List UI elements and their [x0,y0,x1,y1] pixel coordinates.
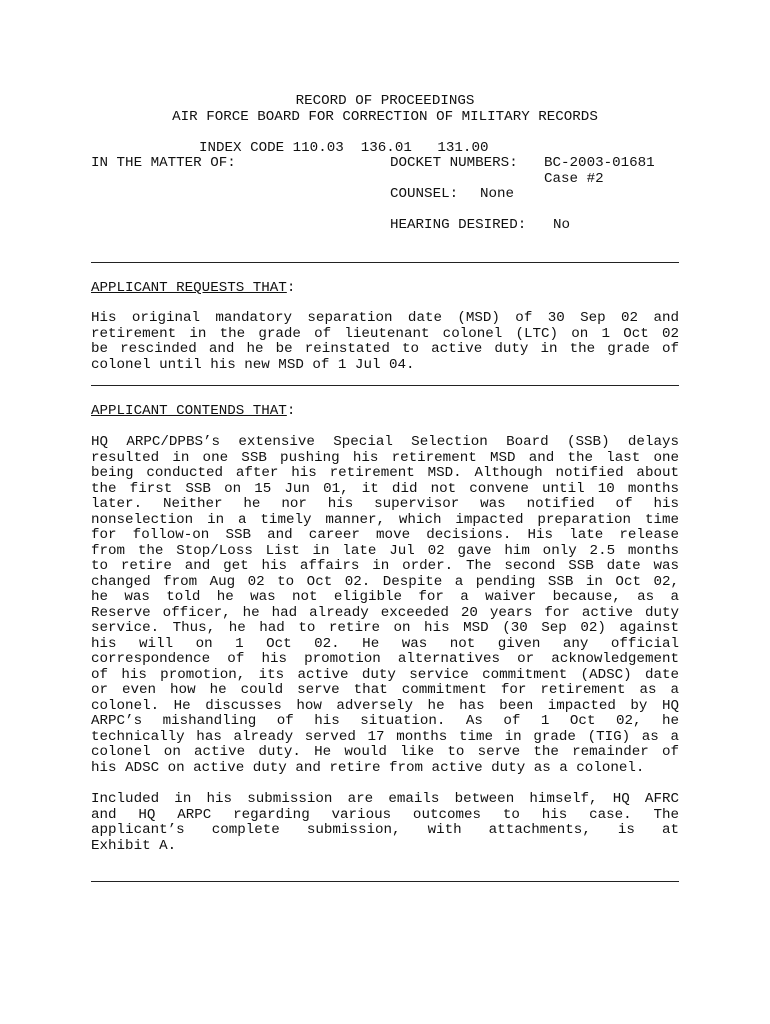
hearing-value: No [553,217,571,233]
text-line: and HQ ARPC regarding various outcomes to his case. The [91,806,679,823]
index-code: INDEX CODE 110.03 136.01 131.00 [199,140,489,156]
requests-heading-text: APPLICANT REQUESTS THAT [91,280,287,296]
contends-heading [91,404,295,420]
divider [91,385,679,386]
text-line: technically has already served 17 months time in grade (TIG) as a [91,728,679,745]
text-line: Reserve officer, he had already exceeded 20 years for active duty [91,604,679,621]
contends-paragraph-2 [91,792,679,854]
divider [91,881,679,882]
text-line: or even how he could serve that commitment for retirement as a [91,682,679,698]
text-line: correspondence of his promotion alternatives or acknowledgement [91,651,679,667]
text-line: from the Stop/Loss List in late Jul 02 gave him only 2.5 months [91,542,679,559]
text-line: colonel until his new MSD of 1 Jul 04. [91,356,415,373]
text-line: changed from Aug 02 to Oct 02. Despite a pending SSB in Oct 02, [91,573,679,590]
divider [91,262,679,263]
requests-heading [91,281,295,297]
text-line: ARPC’s mishandling of his situation. As of 1 Oct 02, he [91,713,679,729]
text-line: retirement in the grade of lieutenant colonel (LTC) on 1 Oct 02 [91,325,679,342]
contends-heading-text: APPLICANT CONTENDS THAT [91,403,287,419]
counsel-value: None [480,186,515,202]
counsel-label: COUNSEL: [390,186,459,202]
text-line: nonselection in a timely manner, which impacted preparation time [91,511,679,528]
requests-heading-colon: : [286,280,296,296]
contends-heading-colon: : [286,403,296,419]
text-line: colonel. He discusses how adversely he has been impacted by HQ [91,697,679,714]
text-line: of his promotion, its active duty service commitment (ADSC) date [91,666,679,683]
text-line: his will on 1 Oct 02. He was not given any official [91,635,679,652]
docket-number: BC-2003-01681 [544,155,655,171]
text-line: later. Neither he nor his supervisor was notified of his [91,496,679,512]
text-line: being conducted after his retirement MSD. Although notified about [91,465,679,481]
text-line: for follow-on SSB and career move decisions. His late release [91,527,679,543]
contends-paragraph-1 [91,435,679,776]
document-subtitle: AIR FORCE BOARD FOR CORRECTION OF MILITARY RECORDS [172,109,598,125]
text-line: His original mandatory separation date (MSD) of 30 Sep 02 and [91,310,679,326]
text-line: the first SSB on 15 Jun 01, it did not convene until 10 months [91,480,679,497]
text-line: Included in his submission are emails between himself, HQ AFRC [91,791,679,807]
matter-label: IN THE MATTER OF: [91,155,236,171]
text-line: applicant’s complete submission, with attachments, is at [91,822,679,838]
text-line: service. Thus, he had to retire on his MSD (30 Sep 02) against [91,620,679,636]
text-line: to retire and get his affairs in order. The second SSB date was [91,558,679,574]
hearing-label: HEARING DESIRED: [390,217,527,233]
text-line: colonel on active duty. He would like to serve the remainder of [91,744,679,760]
text-line: resulted in one SSB pushing his retirement MSD and the last one [91,449,679,466]
requests-paragraph [91,311,679,373]
text-line: be rescinded and he be reinstated to active duty in the grade of [91,341,679,357]
text-line: HQ ARPC/DPBS’s extensive Special Selection Board (SSB) delays [91,434,679,450]
case-number: Case #2 [544,171,604,187]
text-line: his ADSC on active duty and retire from active duty as a colonel. [91,759,645,776]
text-line: Exhibit A. [91,837,177,854]
docket-label: DOCKET NUMBERS: [390,155,518,171]
text-line: he was told he was not eligible for a waiver because, as a [91,589,679,605]
document-title: RECORD OF PROCEEDINGS [295,93,475,109]
